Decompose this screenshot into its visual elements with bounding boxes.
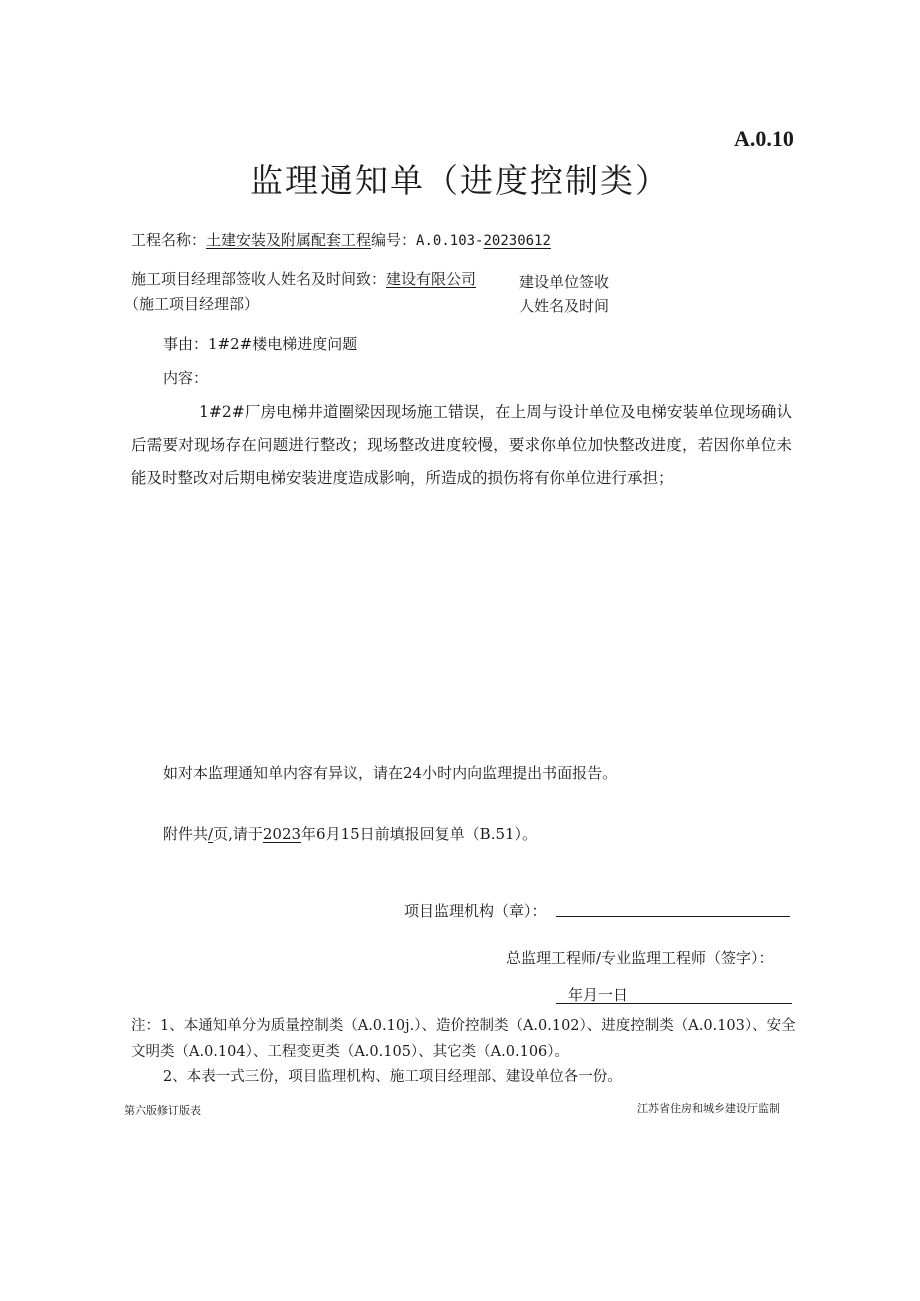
- project-name-value: 土建安装及附属配套工程: [206, 231, 372, 249]
- footer-issuer: 江苏省住房和城乡建设厅监制: [637, 1102, 780, 1115]
- document-title: 监理通知单（进度控制类）: [250, 161, 670, 200]
- footer-edition: 第六版修订版表: [124, 1104, 201, 1117]
- form-code: A.0.10: [734, 126, 794, 151]
- attachment-pages: /: [208, 825, 214, 843]
- notes-line1: 注：1、本通知单分为质量控制类（A.0.10j.）、造价控制类（A.0.102）、进度控制类（A.0.103）、安全文明类（A.0.104）、工程变更类（A.0.105）、其它类（A.0.106）。: [131, 1018, 796, 1060]
- supervision-org-label: 项目监理机构（章）：: [404, 902, 547, 920]
- project-line: [131, 229, 551, 250]
- attachment-prefix: 附件共: [163, 825, 209, 843]
- supervision-org-seal-line: [556, 916, 790, 917]
- content-body: 1#2#厂房电梯井道圈梁因现场施工错误，在上周与设计单位及电梯安装单位现场确认后需要对现场存在问题进行整改；现场整改进度较慢，要求你单位加快整改进度，若因你单位未能及时整改对后期电梯安装进度造成影响，所造成的损伤将有你单位进行承担；: [131, 403, 792, 487]
- notes-line2: 2、本表一式三份，项目监理机构、施工项目经理部、建设单位各一份。: [163, 1069, 622, 1085]
- owner-sign-line1: 建设单位签收: [519, 273, 610, 291]
- receiver-line: [131, 268, 476, 289]
- attachment-line: [163, 823, 537, 844]
- subject-line: [163, 333, 357, 354]
- receiver-sub: （施工项目经理部）: [124, 295, 260, 313]
- subject-value: 1#2#楼电梯进度问题: [208, 335, 358, 353]
- attachment-mid: 页,请于: [213, 825, 263, 843]
- engineer-sign-label: 总监理工程师/专业监理工程师（签字）：: [506, 949, 774, 967]
- attachment-year: 2023: [262, 825, 302, 843]
- attachment-suffix: 年6月15日前填报回复单（B.51）。: [301, 825, 538, 843]
- receiver-label: 施工项目经理部签收人姓名及时间致：: [131, 270, 387, 288]
- number-prefix: A.0.103-: [416, 233, 484, 249]
- project-name-label: 工程名称：: [131, 231, 207, 249]
- content-label: 内容：: [163, 369, 209, 387]
- number-value: 20230612: [483, 233, 551, 249]
- receiver-company: 建设有限公司: [386, 270, 477, 288]
- subject-label: 事由：: [163, 335, 209, 353]
- objection-note: 如对本监理通知单内容有异议，请在24小时内向监理提出书面报告。: [163, 764, 618, 782]
- date-line: [556, 1003, 792, 1004]
- number-label: 编号：: [371, 231, 417, 249]
- owner-sign-line2: 人姓名及时间: [519, 297, 610, 315]
- date-label: 年月一日: [568, 986, 629, 1004]
